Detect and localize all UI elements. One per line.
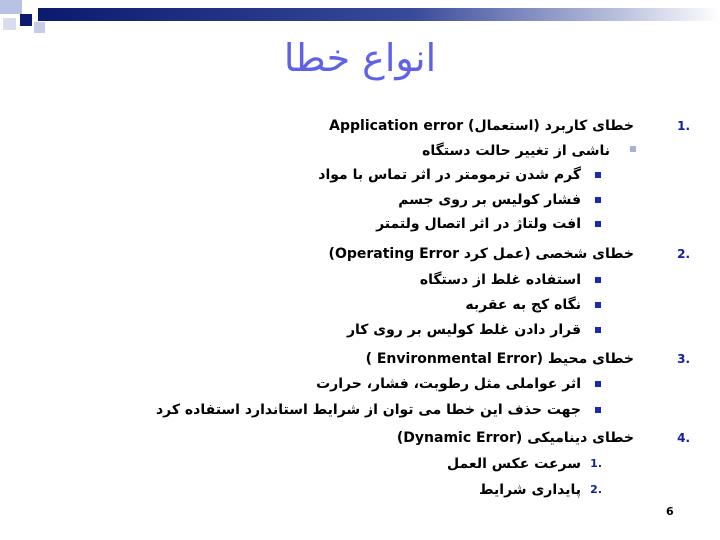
bullet-square-icon [630, 146, 636, 152]
list-item [0, 347, 720, 371]
decor-square [34, 22, 45, 33]
item-text: اثر عواملی مثل رطوبت، فشار، حرارت [316, 376, 581, 392]
item-number: .1 [590, 457, 602, 470]
list-item [0, 212, 720, 236]
list-item [0, 452, 720, 476]
item-text: سرعت عکس العمل [447, 456, 581, 472]
bullet-square-icon [595, 277, 601, 283]
item-text: خطای دینامیکی (Dynamic Error) [396, 430, 634, 446]
item-number: .2 [590, 483, 602, 496]
item-number: .4 [677, 431, 690, 445]
list-item [0, 114, 720, 138]
slide-title: انواع خطا [283, 36, 437, 80]
item-text: ناشی از تغییر حالت دستگاه [422, 143, 610, 159]
list-item [0, 268, 720, 292]
list-item [0, 398, 720, 422]
item-text: خطای شخصی (عمل کرد Operating Error) [328, 246, 634, 262]
item-text: گرم شدن ترمومتر در اثر تماس با مواد [318, 167, 581, 183]
item-text: نگاه کج به عقربه [465, 297, 581, 313]
bullet-square-icon [595, 197, 601, 203]
bullet-square-icon [595, 327, 601, 333]
bullet-square-icon [595, 381, 601, 387]
list-item [0, 426, 720, 450]
list-item [0, 188, 720, 212]
list-item [0, 242, 720, 266]
item-number: .1 [677, 119, 690, 133]
decor-square [20, 14, 32, 26]
item-text: جهت حذف این خطا می توان از شرایط استاندارد استفاده کرد [156, 402, 581, 418]
item-text: خطای محیط (Environmental Error ) [365, 351, 634, 367]
item-text: خطای کاربرد (استعمال) Application error [329, 118, 634, 134]
page-number: 6 [666, 505, 674, 518]
item-number: .3 [677, 352, 690, 366]
decor-square [3, 18, 16, 30]
bullet-square-icon [595, 407, 601, 413]
list-item [0, 372, 720, 396]
item-text: پایداری شرایط [479, 482, 581, 498]
bullet-square-icon [595, 302, 601, 308]
list-item [0, 318, 720, 342]
decor-square [0, 0, 22, 14]
list-item [0, 139, 720, 163]
item-number: .2 [677, 247, 690, 261]
item-text: افت ولتاژ در اثر اتصال ولتمتر [376, 216, 581, 232]
item-text: استفاده غلط از دستگاه [419, 272, 581, 288]
bullet-square-icon [595, 172, 601, 178]
item-text: فشار کولیس بر روی جسم [398, 192, 581, 208]
list-item [0, 163, 720, 187]
header-bar [38, 8, 720, 21]
item-text: قرار دادن غلط کولیس بر روی کار [346, 322, 581, 338]
list-item [0, 293, 720, 317]
bullet-square-icon [595, 221, 601, 227]
list-item [0, 478, 720, 502]
